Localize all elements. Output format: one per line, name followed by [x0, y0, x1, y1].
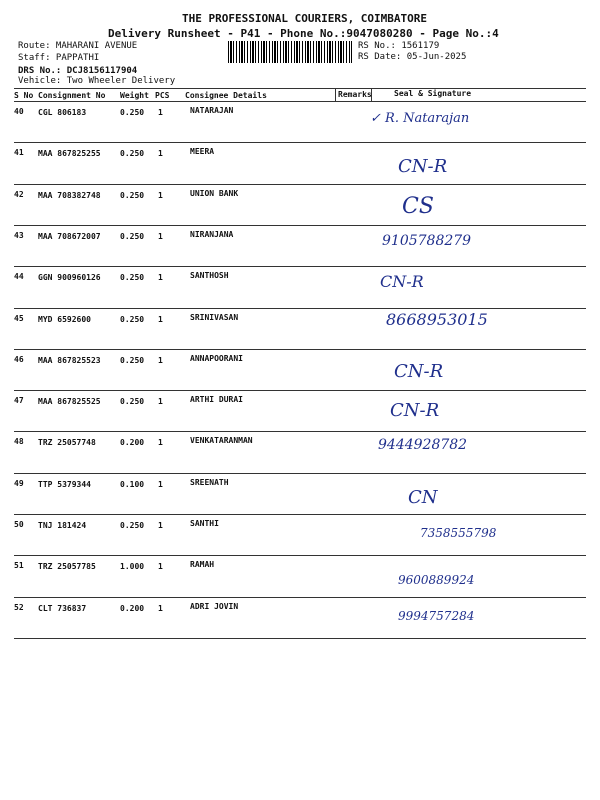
row-consignee: SREENATH [190, 477, 229, 487]
row-divider [14, 308, 586, 309]
column-divider [335, 88, 336, 102]
barcode [228, 41, 352, 63]
signature: 9994757284 [398, 608, 475, 623]
row-cn: MAA 708672007 [38, 231, 101, 241]
row-weight: 0.100 [120, 479, 145, 489]
row-weight: 0.250 [120, 231, 145, 241]
row-pcs: 1 [158, 355, 163, 365]
drs-label: DRS No.: DCJ8156117904 [18, 66, 138, 76]
row-weight: 0.250 [120, 149, 145, 159]
row-pcs: 1 [158, 479, 163, 489]
row-pcs: 1 [158, 273, 163, 283]
route-label: Route: MAHARANI AVENUE [18, 41, 138, 51]
row-sno: 47 [14, 396, 24, 406]
col-header-sno: S No [14, 91, 34, 100]
row-weight: 1.000 [120, 562, 145, 572]
row-consignee: RAMAH [190, 560, 215, 570]
row-divider [14, 266, 586, 267]
row-sno: 48 [14, 437, 24, 447]
rs-date-label: RS Date: 05-Jun-2025 [358, 52, 467, 62]
col-header-pcs: PCS [155, 91, 170, 100]
rs-no-label: RS No.: 1561179 [358, 41, 440, 51]
row-divider [14, 142, 586, 143]
row-cn: CLT 736837 [38, 603, 87, 613]
row-pcs: 1 [158, 562, 163, 572]
row-cn: GGN 900960126 [38, 273, 101, 283]
signature: 9105788279 [382, 232, 472, 249]
row-divider [14, 638, 586, 639]
row-sno: 52 [14, 602, 24, 612]
row-consignee: NATARAJAN [190, 106, 234, 115]
row-divider [14, 349, 586, 350]
runsheet-title: Delivery Runsheet - P41 - Phone No.:9047080280 - Page No.:4 [108, 27, 499, 40]
row-pcs: 1 [158, 438, 163, 448]
signature: CN-R [394, 360, 444, 382]
row-sno: 40 [14, 107, 24, 116]
row-consignee: ADRI JOVIN [190, 601, 239, 611]
row-consignee: SANTHI [190, 519, 219, 528]
row-sno: 41 [14, 148, 24, 158]
signature: CN-R [398, 156, 448, 178]
row-pcs: 1 [158, 314, 163, 324]
staff-label: Staff: PAPPATHI [18, 53, 100, 63]
row-divider [14, 473, 586, 474]
col-header-consignee: Consignee Details [185, 91, 267, 100]
row-weight: 0.250 [120, 190, 145, 200]
row-divider [14, 431, 586, 432]
row-consignee: NIRANJANA [190, 229, 234, 239]
row-cn: CGL 806183 [38, 108, 87, 117]
row-sno: 51 [14, 561, 24, 571]
signature: ✓ R. Natarajan [370, 111, 470, 126]
row-cn: MAA 867825523 [38, 355, 101, 365]
table-top-border [14, 88, 586, 89]
row-sno: 46 [14, 354, 24, 364]
row-consignee: VENKATARANMAN [190, 436, 253, 446]
row-weight: 0.250 [120, 314, 145, 324]
row-weight: 0.250 [120, 355, 145, 365]
col-header-weight: Weight [120, 91, 149, 100]
row-cn: TRZ 25057785 [38, 562, 96, 572]
row-cn: MYD 6592600 [38, 314, 91, 324]
signature: CS [402, 193, 434, 219]
row-divider [14, 390, 586, 391]
row-sno: 45 [14, 313, 24, 323]
signature: 9444928782 [378, 437, 468, 454]
row-consignee: ANNAPOORANI [190, 353, 243, 363]
col-header-remarks: Remarks [338, 90, 372, 99]
row-sno: 43 [14, 230, 24, 240]
row-pcs: 1 [158, 521, 163, 530]
row-cn: TRZ 25057748 [38, 438, 96, 448]
row-consignee: UNION BANK [190, 188, 239, 198]
row-divider [14, 555, 586, 556]
row-sno: 50 [14, 520, 24, 529]
row-pcs: 1 [158, 190, 163, 200]
row-pcs: 1 [158, 603, 163, 613]
row-cn: MAA 708382748 [38, 190, 101, 200]
col-header-signature: Seal & Signature [394, 89, 472, 98]
signature: 9600889924 [398, 573, 475, 588]
row-divider [14, 225, 586, 226]
row-cn: TTP 5379344 [38, 479, 91, 489]
row-weight: 0.250 [120, 108, 145, 117]
row-divider [14, 184, 586, 185]
row-cn: MAA 867825525 [38, 397, 101, 407]
row-consignee: SANTHOSH [190, 271, 229, 281]
row-consignee: ARTHI DURAI [190, 395, 243, 405]
row-consignee: SRINIVASAN [190, 312, 239, 322]
row-weight: 0.200 [120, 603, 145, 613]
row-weight: 0.250 [120, 521, 145, 530]
row-pcs: 1 [158, 108, 163, 117]
row-divider [14, 597, 586, 598]
row-divider [14, 514, 586, 515]
row-weight: 0.250 [120, 273, 145, 283]
signature: CN-R [380, 272, 424, 292]
row-consignee: MEERA [190, 147, 215, 157]
row-sno: 44 [14, 272, 24, 282]
row-weight: 0.200 [120, 438, 145, 448]
row-cn: MAA 867825255 [38, 149, 101, 159]
row-weight: 0.250 [120, 397, 145, 407]
signature: 7358555798 [420, 526, 497, 540]
row-cn: TNJ 181424 [38, 521, 87, 530]
row-sno: 42 [14, 189, 24, 199]
table-header-border [14, 101, 586, 102]
col-header-consignment: Consignment No [38, 91, 106, 100]
company-title: THE PROFESSIONAL COURIERS, COIMBATORE [182, 12, 428, 25]
signature: 8668953015 [386, 309, 488, 329]
row-pcs: 1 [158, 149, 163, 159]
vehicle-label: Vehicle: Two Wheeler Delivery [18, 76, 176, 86]
row-sno: 49 [14, 478, 24, 488]
row-pcs: 1 [158, 397, 163, 407]
signature: CN [408, 486, 438, 508]
signature: CN-R [390, 400, 440, 422]
row-pcs: 1 [158, 231, 163, 241]
